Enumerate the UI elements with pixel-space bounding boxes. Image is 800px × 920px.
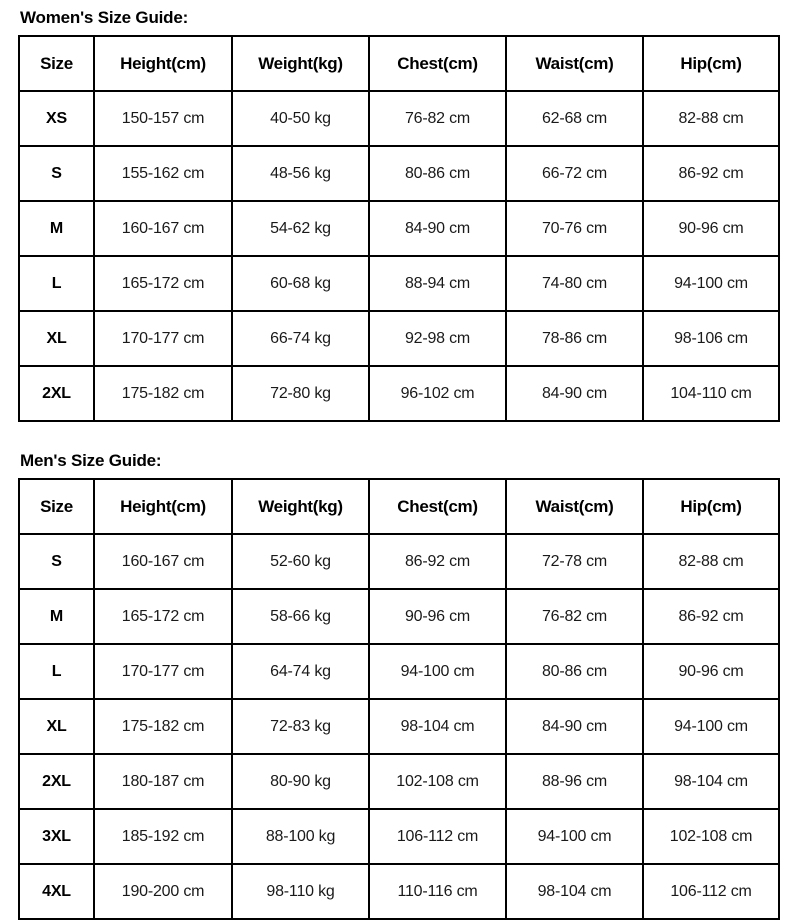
cell-hip: 94-100 cm <box>643 699 779 754</box>
cell-waist: 74-80 cm <box>506 256 643 311</box>
cell-chest: 96-102 cm <box>369 366 506 421</box>
table-row <box>19 589 779 644</box>
cell-weight: 40-50 kg <box>232 91 369 146</box>
cell-hip: 82-88 cm <box>643 534 779 589</box>
table-row <box>19 864 779 919</box>
cell-size: 4XL <box>19 864 94 919</box>
cell-chest: 94-100 cm <box>369 644 506 699</box>
cell-chest: 80-86 cm <box>369 146 506 201</box>
table-row <box>19 644 779 699</box>
cell-size: M <box>19 201 94 256</box>
cell-size: L <box>19 256 94 311</box>
column-header-hip: Hip(cm) <box>643 36 779 91</box>
mens-size-guide-title: Men's Size Guide: <box>20 451 162 470</box>
cell-hip: 82-88 cm <box>643 91 779 146</box>
cell-weight: 54-62 kg <box>232 201 369 256</box>
column-header-weight: Weight(kg) <box>232 36 369 91</box>
table-row <box>19 699 779 754</box>
cell-hip: 104-110 cm <box>643 366 779 421</box>
cell-weight: 80-90 kg <box>232 754 369 809</box>
cell-chest: 92-98 cm <box>369 311 506 366</box>
cell-waist: 84-90 cm <box>506 366 643 421</box>
cell-hip: 102-108 cm <box>643 809 779 864</box>
cell-hip: 106-112 cm <box>643 864 779 919</box>
column-header-size: Size <box>19 36 94 91</box>
column-header-size: Size <box>19 479 94 534</box>
cell-weight: 66-74 kg <box>232 311 369 366</box>
cell-weight: 52-60 kg <box>232 534 369 589</box>
column-header-height: Height(cm) <box>94 479 232 534</box>
cell-weight: 48-56 kg <box>232 146 369 201</box>
cell-size: 2XL <box>19 366 94 421</box>
cell-size: M <box>19 589 94 644</box>
cell-chest: 102-108 cm <box>369 754 506 809</box>
cell-size: S <box>19 146 94 201</box>
cell-waist: 78-86 cm <box>506 311 643 366</box>
table-row <box>19 91 779 146</box>
cell-chest: 98-104 cm <box>369 699 506 754</box>
cell-size: L <box>19 644 94 699</box>
table-row <box>19 201 779 256</box>
cell-waist: 76-82 cm <box>506 589 643 644</box>
column-header-waist: Waist(cm) <box>506 479 643 534</box>
table-row <box>19 146 779 201</box>
mens-size-table <box>18 478 780 920</box>
column-header-hip: Hip(cm) <box>643 479 779 534</box>
cell-hip: 86-92 cm <box>643 589 779 644</box>
cell-chest: 106-112 cm <box>369 809 506 864</box>
column-header-chest: Chest(cm) <box>369 479 506 534</box>
table-row <box>19 256 779 311</box>
cell-chest: 76-82 cm <box>369 91 506 146</box>
column-header-weight: Weight(kg) <box>232 479 369 534</box>
cell-chest: 110-116 cm <box>369 864 506 919</box>
cell-size: S <box>19 534 94 589</box>
cell-waist: 88-96 cm <box>506 754 643 809</box>
cell-height: 165-172 cm <box>94 256 232 311</box>
cell-weight: 64-74 kg <box>232 644 369 699</box>
cell-hip: 86-92 cm <box>643 146 779 201</box>
table-row <box>19 534 779 589</box>
table-row <box>19 311 779 366</box>
cell-weight: 60-68 kg <box>232 256 369 311</box>
cell-hip: 98-106 cm <box>643 311 779 366</box>
cell-height: 180-187 cm <box>94 754 232 809</box>
cell-height: 170-177 cm <box>94 644 232 699</box>
cell-height: 175-182 cm <box>94 699 232 754</box>
column-header-height: Height(cm) <box>94 36 232 91</box>
cell-weight: 58-66 kg <box>232 589 369 644</box>
cell-waist: 94-100 cm <box>506 809 643 864</box>
cell-height: 160-167 cm <box>94 201 232 256</box>
cell-height: 165-172 cm <box>94 589 232 644</box>
table-header-row <box>19 36 779 91</box>
cell-size: 2XL <box>19 754 94 809</box>
cell-height: 160-167 cm <box>94 534 232 589</box>
cell-size: XS <box>19 91 94 146</box>
cell-chest: 90-96 cm <box>369 589 506 644</box>
cell-size: 3XL <box>19 809 94 864</box>
cell-height: 175-182 cm <box>94 366 232 421</box>
column-header-chest: Chest(cm) <box>369 36 506 91</box>
cell-waist: 98-104 cm <box>506 864 643 919</box>
cell-waist: 62-68 cm <box>506 91 643 146</box>
cell-chest: 88-94 cm <box>369 256 506 311</box>
cell-waist: 84-90 cm <box>506 699 643 754</box>
cell-chest: 84-90 cm <box>369 201 506 256</box>
cell-weight: 72-80 kg <box>232 366 369 421</box>
womens-size-guide-title: Women's Size Guide: <box>20 8 189 27</box>
cell-height: 155-162 cm <box>94 146 232 201</box>
cell-weight: 72-83 kg <box>232 699 369 754</box>
table-row <box>19 366 779 421</box>
womens-size-table <box>18 35 780 422</box>
cell-weight: 88-100 kg <box>232 809 369 864</box>
cell-hip: 98-104 cm <box>643 754 779 809</box>
cell-chest: 86-92 cm <box>369 534 506 589</box>
cell-height: 190-200 cm <box>94 864 232 919</box>
cell-waist: 66-72 cm <box>506 146 643 201</box>
cell-hip: 94-100 cm <box>643 256 779 311</box>
cell-waist: 72-78 cm <box>506 534 643 589</box>
cell-hip: 90-96 cm <box>643 201 779 256</box>
womens-table-body <box>19 91 779 421</box>
cell-size: XL <box>19 699 94 754</box>
cell-waist: 80-86 cm <box>506 644 643 699</box>
column-header-waist: Waist(cm) <box>506 36 643 91</box>
cell-height: 170-177 cm <box>94 311 232 366</box>
cell-weight: 98-110 kg <box>232 864 369 919</box>
table-header-row <box>19 479 779 534</box>
table-row <box>19 809 779 864</box>
cell-height: 185-192 cm <box>94 809 232 864</box>
cell-waist: 70-76 cm <box>506 201 643 256</box>
cell-hip: 90-96 cm <box>643 644 779 699</box>
cell-size: XL <box>19 311 94 366</box>
mens-table-body <box>19 534 779 919</box>
table-row <box>19 754 779 809</box>
cell-height: 150-157 cm <box>94 91 232 146</box>
